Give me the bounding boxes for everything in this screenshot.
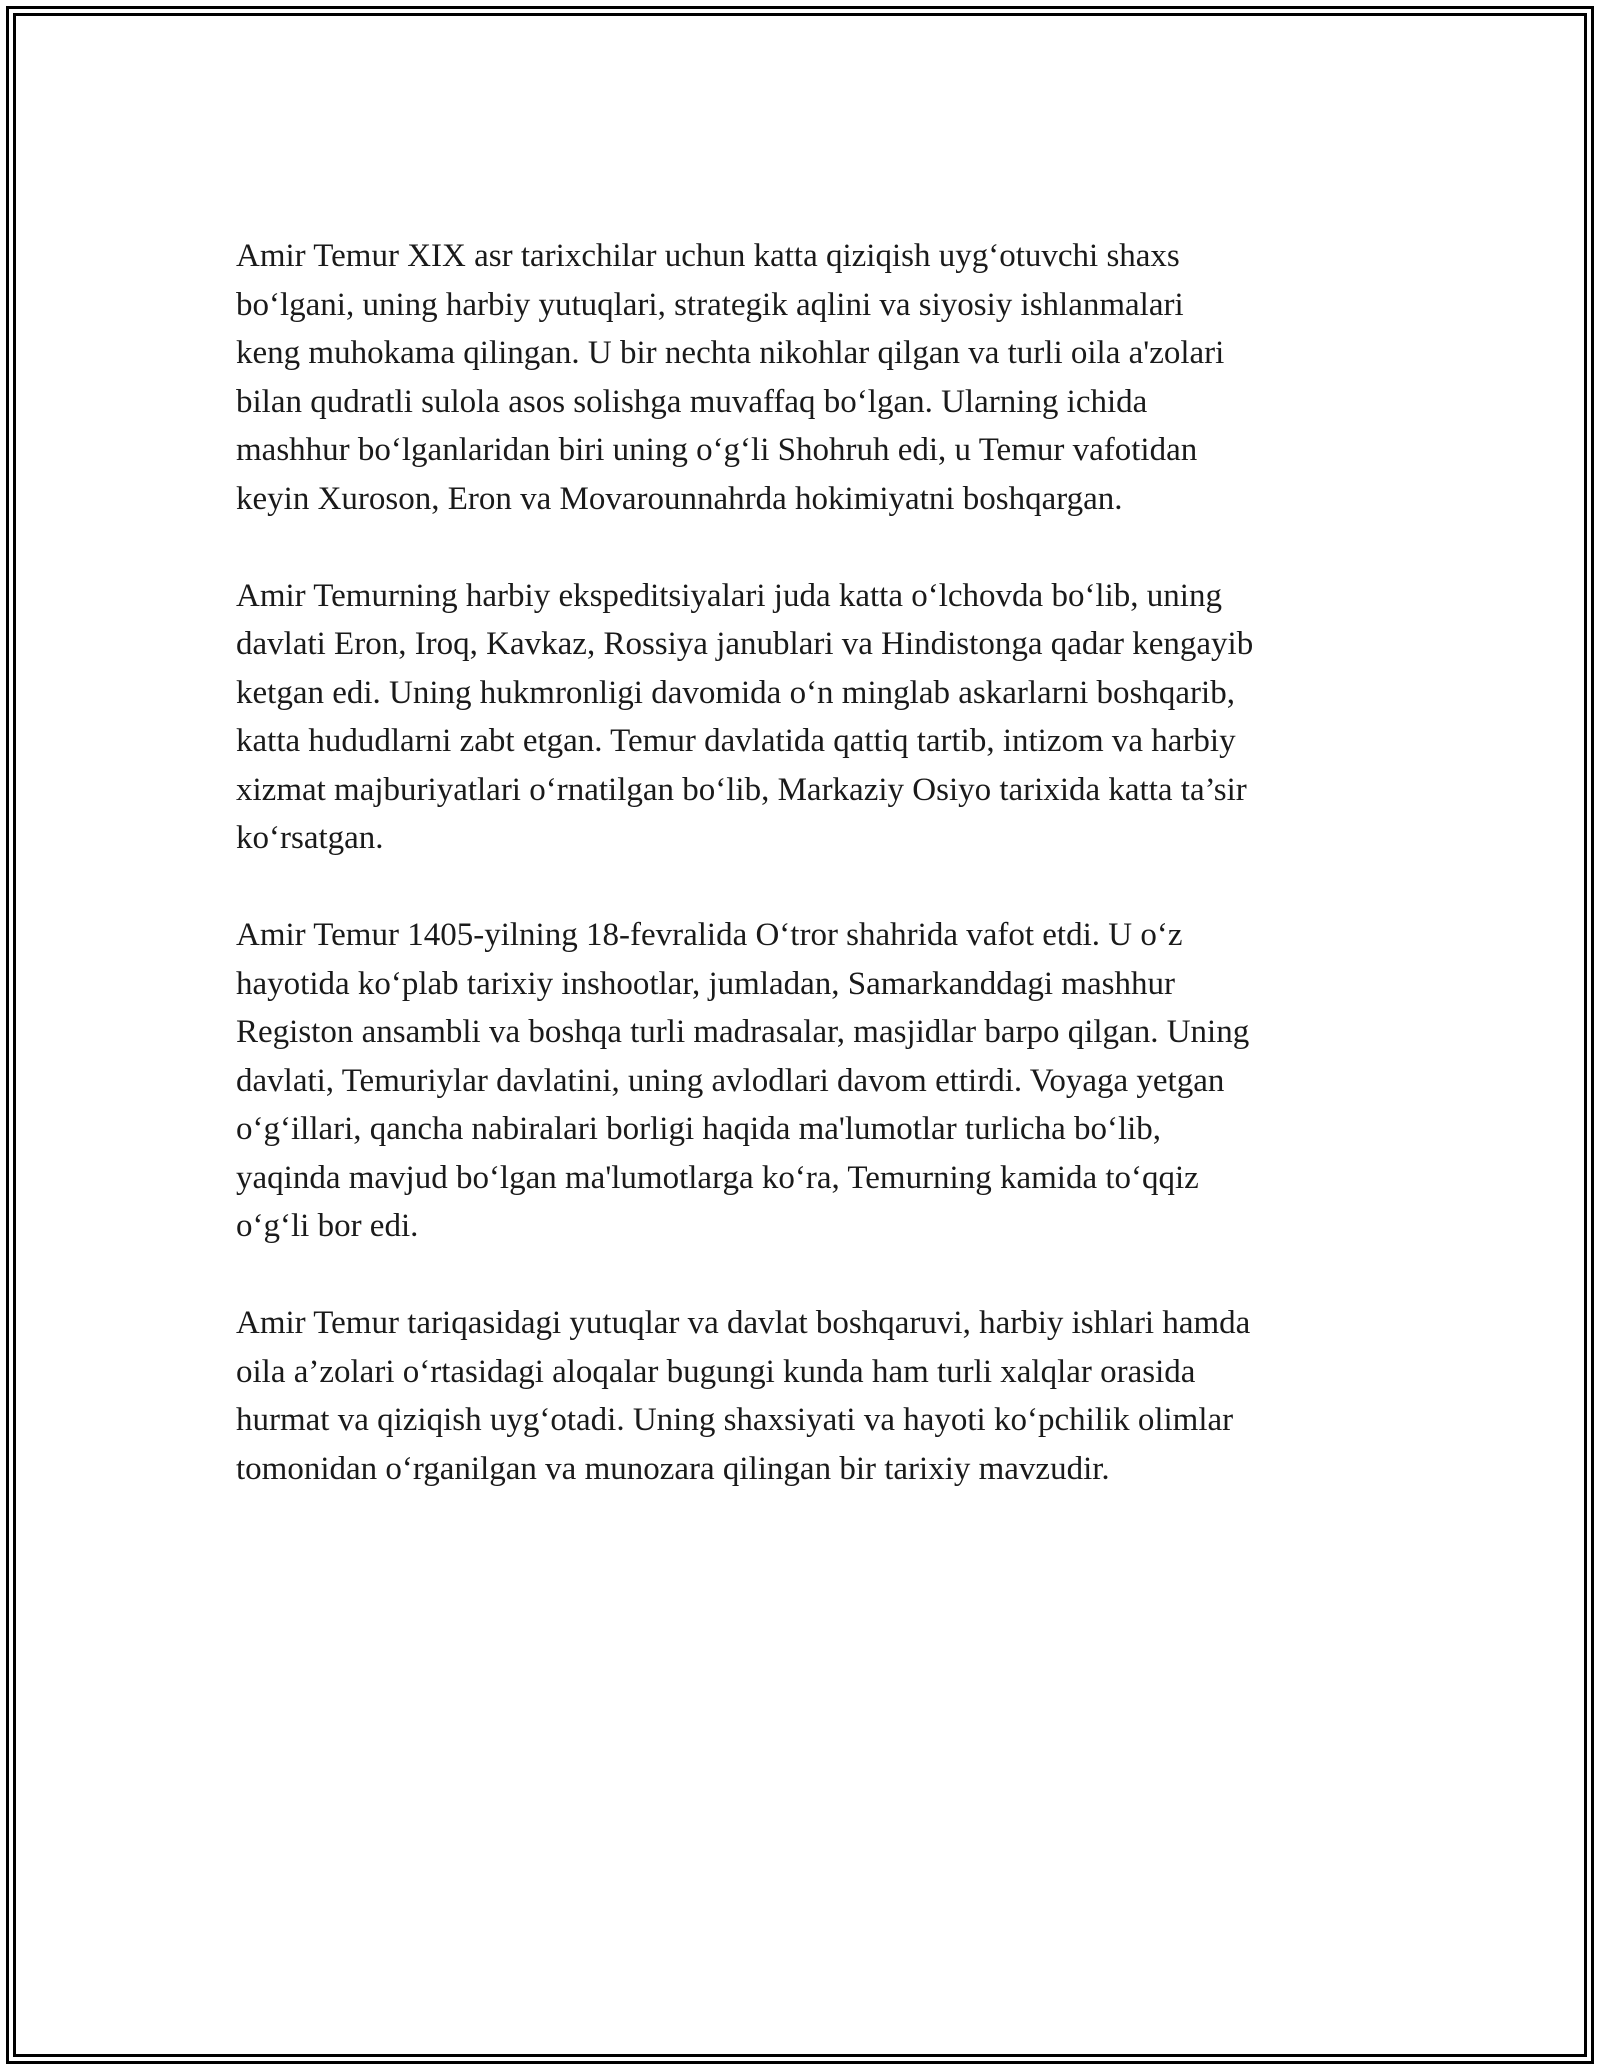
paragraph-3: Amir Temur 1405-yilning 18-fevralida O‘tror shahrida vafot etdi. U o‘z hayotida ko‘plab tarixiy inshootlar, jumladan, Samarkanddagi mashhur Registon ansambli va boshqa turli madrasalar, masjidlar barpo qilgan. Uning davlati, Temuriylar davlatini, uning avlodlari davom ettirdi. Voyaga yetgan o‘g‘illari, qancha nabiralari borligi haqida ma'lumotlar turlicha bo‘lib, yaqinda mavjud bo‘lgan ma'lumotlarga ko‘ra, Temurning kamida to‘qqiz o‘g‘li bor edi. — [236, 917, 1250, 1244]
paragraph-1: Amir Temur XIX asr tarixchilar uchun katta qiziqish uyg‘otuvchi shaxs bo‘lgani, uning harbiy yutuqlari, strategik aqlini va siyosiy ishlanmalari keng muhokama qilingan. U bir nechta nikohlar qilgan va turli oila a'zolari bilan qudratli sulola asos solishga muvaffaq bo‘lgan. Ularning ichida mashhur bo‘lganlaridan biri uning o‘g‘li Shohruh edi, u Temur vafotidan keyin Xuroson, Eron va Movarounnahrda hokimiyatni boshqargan. — [236, 238, 1225, 517]
document-body — [236, 232, 1386, 1542]
paragraph-2: Amir Temurning harbiy ekspeditsiyalari juda katta o‘lchovda bo‘lib, uning davlati Eron, Iroq, Kavkaz, Rossiya janublari va Hindistonga qadar kengayib ketgan edi. Uning hukmronligi davomida o‘n minglab askarlarni boshqarib, katta hududlarni zabt etgan. Temur davlatida qattiq tartib, intizom va harbiy xizmat majburiyatlari o‘rnatilgan bo‘lib, Markaziy Osiyo tarixida katta ta’sir ko‘rsatgan. — [236, 577, 1254, 856]
paragraph-4: Amir Temur tariqasidagi yutuqlar va davlat boshqaruvi, harbiy ishlari hamda oila a’zolari o‘rtasidagi aloqalar bugungi kunda ham turli xalqlar orasida hurmat va qiziqish uyg‘otadi. Uning shaxsiyati va hayoti ko‘pchilik olimlar tomonidan o‘rganilgan va munozara qilingan bir tarixiy mavzudir. — [236, 1305, 1251, 1487]
